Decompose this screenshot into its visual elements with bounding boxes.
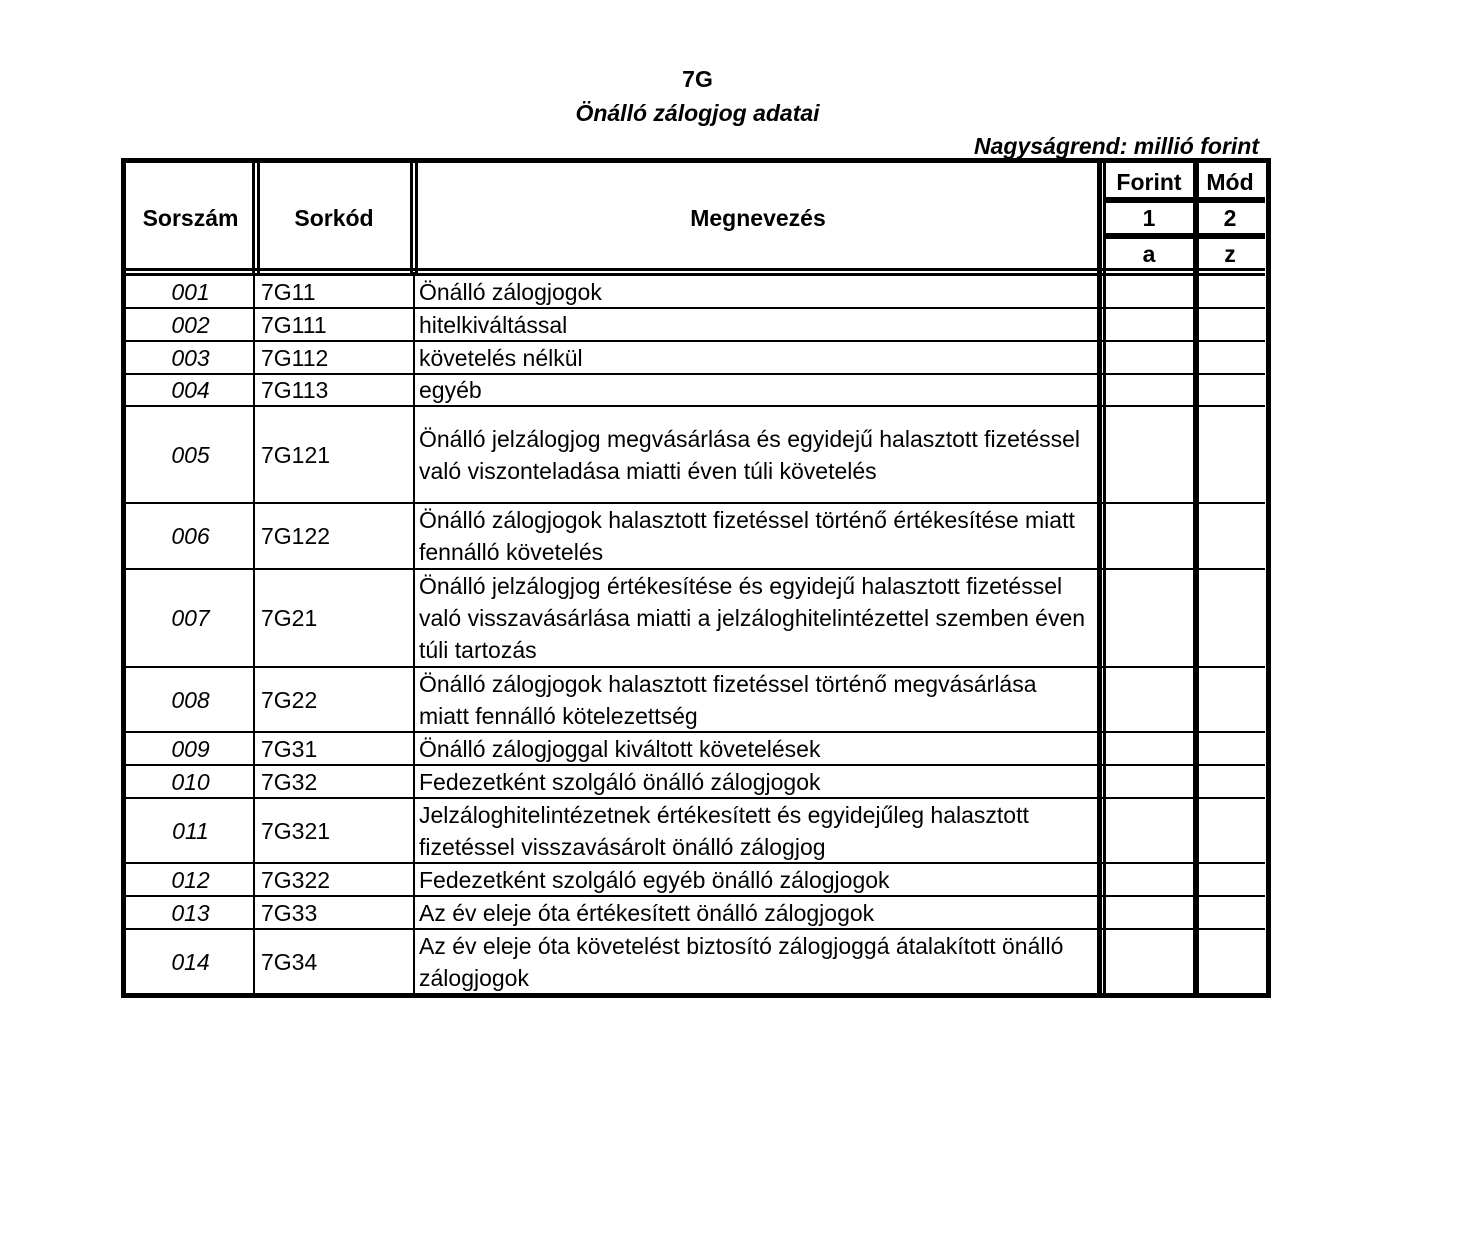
header-divider bbox=[1103, 197, 1265, 203]
row-forint-value bbox=[1103, 766, 1195, 797]
row-description: hitelkiváltással bbox=[419, 311, 568, 338]
row-divider bbox=[126, 895, 1265, 897]
row-divider bbox=[126, 764, 1265, 766]
row-mod-value bbox=[1195, 930, 1265, 993]
row-divider bbox=[126, 797, 1265, 799]
row-divider bbox=[126, 928, 1265, 930]
header-forint-letter: a bbox=[1142, 241, 1156, 267]
row-mod-value bbox=[1195, 668, 1265, 731]
row-description: Jelzáloghitelintézetnek értékesített és egyidejűleg halasztott fizetéssel visszavásárolt önálló zálogjog bbox=[419, 801, 1029, 860]
form-title: Önálló zálogjog adatai bbox=[575, 100, 820, 126]
row-mod-value bbox=[1195, 570, 1265, 666]
row-number: 006 bbox=[171, 523, 210, 549]
row-code: 7G321 bbox=[261, 817, 331, 844]
column-divider bbox=[1103, 163, 1106, 993]
header-mod-letter: z bbox=[1224, 241, 1236, 267]
row-forint-value bbox=[1103, 733, 1195, 764]
row-number: 014 bbox=[171, 948, 210, 975]
row-code: 7G31 bbox=[261, 735, 318, 762]
row-mod-value bbox=[1195, 407, 1265, 502]
row-number: 008 bbox=[171, 686, 210, 713]
column-divider bbox=[415, 163, 418, 273]
row-code: 7G32 bbox=[261, 768, 318, 795]
row-forint-value bbox=[1103, 799, 1195, 862]
row-description: Önálló jelzálogjog megvásárlása és egyidejű halasztott fizetéssel való viszonteladása miatti éven túli követelés bbox=[419, 425, 1080, 484]
header-megnevezes: Megnevezés bbox=[690, 204, 826, 231]
header-sorkod: Sorkód bbox=[294, 204, 374, 231]
row-forint-value bbox=[1103, 930, 1195, 993]
row-divider bbox=[126, 666, 1265, 668]
header-forint: Forint bbox=[1116, 168, 1182, 195]
row-code: 7G111 bbox=[261, 311, 327, 338]
row-code: 7G112 bbox=[261, 344, 329, 371]
row-divider bbox=[126, 862, 1265, 864]
row-forint-value bbox=[1103, 897, 1195, 928]
row-description: Az év eleje óta követelést biztosító zálogjoggá átalakított önálló zálogjogok bbox=[419, 932, 1064, 991]
row-divider bbox=[126, 373, 1265, 375]
row-number: 011 bbox=[172, 817, 209, 844]
row-mod-value bbox=[1195, 799, 1265, 862]
row-description: Önálló zálogjoggal kiváltott követelések bbox=[419, 735, 821, 762]
header-sorszam: Sorszám bbox=[142, 204, 239, 231]
row-description: Önálló jelzálogjog értékesítése és egyidejű halasztott fizetéssel való visszavásárlása miatti a jelzáloghitelintézettel szemben éven túli tartozás bbox=[419, 573, 1086, 663]
row-number: 004 bbox=[171, 377, 210, 403]
form-code: 7G bbox=[682, 66, 713, 92]
row-code: 7G122 bbox=[261, 523, 331, 549]
row-code: 7G113 bbox=[261, 377, 329, 403]
row-mod-value bbox=[1195, 733, 1265, 764]
column-divider bbox=[413, 272, 415, 993]
row-divider bbox=[126, 340, 1265, 342]
row-divider bbox=[126, 502, 1265, 504]
row-mod-value bbox=[1195, 897, 1265, 928]
row-code: 7G11 bbox=[261, 279, 316, 305]
column-divider bbox=[1193, 163, 1199, 993]
row-forint-value bbox=[1103, 864, 1195, 895]
row-divider bbox=[126, 307, 1265, 309]
row-forint-value bbox=[1103, 342, 1195, 373]
row-mod-value bbox=[1195, 342, 1265, 373]
row-number: 013 bbox=[171, 899, 210, 926]
row-mod-value bbox=[1195, 309, 1265, 340]
row-mod-value bbox=[1195, 766, 1265, 797]
row-description: Önálló zálogjogok bbox=[419, 279, 602, 305]
column-divider bbox=[253, 272, 255, 993]
row-description: Fedezetként szolgáló önálló zálogjogok bbox=[419, 768, 821, 795]
row-forint-value bbox=[1103, 309, 1195, 340]
row-number: 012 bbox=[171, 866, 210, 893]
row-number: 003 bbox=[171, 344, 210, 371]
row-number: 002 bbox=[171, 311, 210, 338]
column-divider bbox=[257, 163, 260, 273]
row-code: 7G121 bbox=[261, 441, 331, 468]
row-description: követelés nélkül bbox=[419, 344, 583, 371]
row-divider bbox=[126, 568, 1265, 570]
row-number: 007 bbox=[171, 605, 210, 631]
row-divider bbox=[126, 731, 1265, 733]
column-divider bbox=[252, 163, 255, 273]
row-number: 010 bbox=[171, 768, 210, 795]
row-number: 009 bbox=[171, 735, 210, 762]
row-mod-value bbox=[1195, 864, 1265, 895]
column-divider bbox=[410, 163, 413, 273]
column-divider bbox=[1097, 163, 1102, 993]
row-forint-value bbox=[1103, 407, 1195, 502]
row-forint-value bbox=[1103, 668, 1195, 731]
header-divider bbox=[126, 268, 1265, 271]
row-code: 7G21 bbox=[261, 605, 318, 631]
row-forint-value bbox=[1103, 375, 1195, 405]
row-code: 7G22 bbox=[261, 686, 318, 713]
row-description: Az év eleje óta értékesített önálló zálogjogok bbox=[419, 899, 875, 926]
row-forint-value bbox=[1103, 277, 1195, 307]
row-description: Fedezetként szolgáló egyéb önálló zálogjogok bbox=[419, 866, 890, 893]
header-mod-number: 2 bbox=[1223, 205, 1237, 231]
header-divider bbox=[1103, 233, 1265, 239]
row-code: 7G34 bbox=[261, 948, 318, 975]
row-mod-value bbox=[1195, 504, 1265, 568]
row-code: 7G322 bbox=[261, 866, 331, 893]
row-forint-value bbox=[1103, 504, 1195, 568]
header-forint-number: 1 bbox=[1142, 205, 1156, 231]
header-divider bbox=[126, 273, 1265, 276]
row-number: 001 bbox=[171, 279, 210, 305]
row-description: Önálló zálogjogok halasztott fizetéssel történő értékesítése miatt fennálló követelés bbox=[419, 507, 1075, 565]
row-mod-value bbox=[1195, 375, 1265, 405]
row-description: Önálló zálogjogok halasztott fizetéssel történő megvásárlása miatt fennálló kötelezettség bbox=[419, 670, 1037, 729]
row-mod-value bbox=[1195, 277, 1265, 307]
row-code: 7G33 bbox=[261, 899, 318, 926]
row-divider bbox=[126, 405, 1265, 407]
row-description: egyéb bbox=[419, 377, 482, 403]
row-number: 005 bbox=[171, 441, 210, 468]
row-forint-value bbox=[1103, 570, 1195, 666]
header-mod: Mód bbox=[1206, 168, 1254, 195]
unit-label: Nagyságrend: millió forint bbox=[974, 133, 1259, 159]
